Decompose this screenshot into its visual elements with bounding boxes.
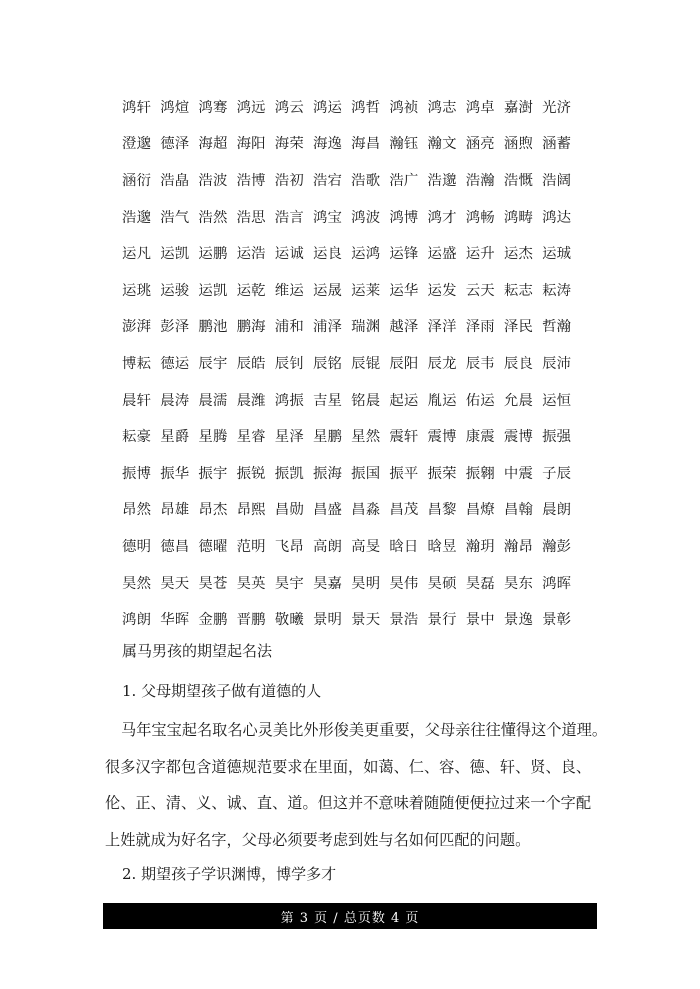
name-cell: 中震 xyxy=(503,465,534,482)
name-cell: 运盛 xyxy=(427,246,457,263)
name-cell: 晨涛 xyxy=(160,392,190,409)
name-cell: 敬曦 xyxy=(274,612,304,629)
name-cell: 高旻 xyxy=(351,538,381,555)
name-cell: 运良 xyxy=(312,246,343,263)
name-cell: 景行 xyxy=(427,612,457,629)
name-cell: 浩广 xyxy=(389,172,419,189)
name-cell: 鸿达 xyxy=(542,209,572,226)
name-cell: 昊磊 xyxy=(465,575,495,592)
name-cell: 晨潍 xyxy=(236,392,266,409)
name-cell: 浩皛 xyxy=(160,172,190,189)
section-heading: 属马男孩的期望起名法 xyxy=(122,642,273,660)
name-cell: 起运 xyxy=(389,392,419,409)
name-cell: 维运 xyxy=(274,282,304,299)
name-cell: 鸿骞 xyxy=(198,99,228,116)
name-cell: 鸿振 xyxy=(274,392,304,409)
name-row xyxy=(122,381,592,418)
paragraph-line: 马年宝宝起名取名心灵美比外形俊美更重要，父母亲往往懂得这个道理。 xyxy=(121,721,607,739)
name-cell: 晨濡 xyxy=(198,392,228,409)
subheading-2: 2. 期望孩子学识渊博，博学多才 xyxy=(122,865,337,883)
name-cell: 泽雨 xyxy=(465,319,495,336)
name-cell: 浩宕 xyxy=(312,172,343,189)
name-cell: 范明 xyxy=(236,538,266,555)
name-row xyxy=(122,527,592,564)
name-cell: 昊伟 xyxy=(389,575,419,592)
name-cell: 运凯 xyxy=(160,246,190,263)
name-cell: 浩然 xyxy=(198,209,228,226)
name-row xyxy=(122,491,592,528)
name-cell: 运凡 xyxy=(122,246,152,263)
name-cell: 振博 xyxy=(122,465,152,482)
name-cell: 星腾 xyxy=(198,429,228,446)
name-cell: 辰龙 xyxy=(427,355,457,372)
name-row xyxy=(122,344,592,381)
name-cell: 澄邈 xyxy=(122,136,152,153)
name-cell: 振平 xyxy=(389,465,419,482)
name-cell: 鸿哲 xyxy=(351,99,381,116)
name-cell: 飞昂 xyxy=(274,538,304,555)
name-cell: 震博 xyxy=(427,429,457,446)
name-cell: 振强 xyxy=(542,429,572,446)
name-cell: 鸿才 xyxy=(427,209,457,226)
name-cell: 耘豪 xyxy=(122,429,152,446)
name-cell: 振国 xyxy=(351,465,381,482)
name-cell: 鸿波 xyxy=(351,209,381,226)
name-cell: 德运 xyxy=(160,355,190,372)
name-cell: 运恒 xyxy=(542,392,572,409)
name-cell: 彭泽 xyxy=(160,319,190,336)
name-cell: 瀚彭 xyxy=(542,538,572,555)
name-cell: 振锐 xyxy=(236,465,266,482)
name-cell: 浩瀚 xyxy=(465,172,495,189)
name-row xyxy=(122,454,592,491)
name-cell: 昂杰 xyxy=(198,502,228,519)
name-cell: 景中 xyxy=(465,612,495,629)
name-cell: 涵蓄 xyxy=(542,136,572,153)
name-cell: 浦泽 xyxy=(312,319,343,336)
name-cell: 昂熙 xyxy=(236,502,266,519)
name-cell: 铭晨 xyxy=(351,392,381,409)
name-cell: 运晟 xyxy=(312,282,343,299)
name-cell: 辰皓 xyxy=(236,355,266,372)
name-cell: 景天 xyxy=(351,612,381,629)
name-cell: 昌茂 xyxy=(389,502,419,519)
name-cell: 运杰 xyxy=(503,246,534,263)
name-cell: 辰铭 xyxy=(312,355,343,372)
name-cell: 鸿轩 xyxy=(122,99,152,116)
name-cell: 晋鹏 xyxy=(236,612,266,629)
name-cell: 浩言 xyxy=(274,209,304,226)
name-cell: 运鹏 xyxy=(198,246,228,263)
name-row xyxy=(122,198,592,235)
name-cell: 鹏池 xyxy=(198,319,228,336)
name-cell: 海超 xyxy=(198,136,228,153)
name-cell: 鸿畅 xyxy=(465,209,495,226)
name-cell: 辰钊 xyxy=(274,355,304,372)
name-cell: 昌勋 xyxy=(274,502,304,519)
name-cell: 星鹏 xyxy=(312,429,343,446)
name-cell: 辰良 xyxy=(503,355,534,372)
name-cell: 运华 xyxy=(389,282,419,299)
name-cell: 浩邈 xyxy=(427,172,457,189)
paragraph xyxy=(105,712,607,858)
name-cell: 运升 xyxy=(465,246,495,263)
name-cell: 泽洋 xyxy=(427,319,457,336)
name-cell: 昊东 xyxy=(503,575,534,592)
name-cell: 运乾 xyxy=(236,282,266,299)
name-cell: 昌翰 xyxy=(503,502,534,519)
name-cell: 涵衍 xyxy=(122,172,152,189)
name-cell: 星泽 xyxy=(274,429,304,446)
name-cell: 晗日 xyxy=(389,538,419,555)
name-cell: 运珧 xyxy=(122,282,152,299)
paragraph-line: 上姓就成为好名字，父母必须要考虑到姓与名如何匹配的问题。 xyxy=(105,830,531,849)
name-cell: 昊苍 xyxy=(198,575,228,592)
name-row xyxy=(122,417,592,454)
name-cell: 振海 xyxy=(312,465,343,482)
name-row xyxy=(122,125,592,162)
name-cell: 浦和 xyxy=(274,319,304,336)
name-cell: 辰锟 xyxy=(351,355,381,372)
name-cell: 瀚昂 xyxy=(503,538,534,555)
name-cell: 运发 xyxy=(427,282,457,299)
name-cell: 允晨 xyxy=(503,392,534,409)
name-cell: 瀚钰 xyxy=(389,136,419,153)
name-cell: 鸿畴 xyxy=(503,209,534,226)
name-cell: 星睿 xyxy=(236,429,266,446)
name-row xyxy=(122,161,592,198)
name-cell: 运骏 xyxy=(160,282,190,299)
name-cell: 运鸿 xyxy=(351,246,381,263)
name-cell: 浩博 xyxy=(236,172,266,189)
name-cell: 昊宇 xyxy=(274,575,304,592)
name-cell: 浩阔 xyxy=(542,172,572,189)
name-cell: 瀚文 xyxy=(427,136,457,153)
name-cell: 泽民 xyxy=(503,319,534,336)
name-cell: 哲瀚 xyxy=(542,319,572,336)
name-cell: 嘉澍 xyxy=(503,99,534,116)
name-cell: 振宇 xyxy=(198,465,228,482)
name-cell: 运浩 xyxy=(236,246,266,263)
name-cell: 昌黎 xyxy=(427,502,457,519)
name-cell: 振荣 xyxy=(427,465,457,482)
name-cell: 振华 xyxy=(160,465,190,482)
name-cell: 昌盛 xyxy=(312,502,343,519)
name-cell: 星然 xyxy=(351,429,381,446)
page-number: 第 3 页 / 总页数 4 页 xyxy=(280,910,420,926)
name-cell: 景彰 xyxy=(542,612,572,629)
name-cell: 耘志 xyxy=(503,282,534,299)
name-cell: 子辰 xyxy=(542,465,572,482)
name-cell: 辰沛 xyxy=(542,355,572,372)
name-cell: 海逸 xyxy=(312,136,343,153)
name-cell: 云天 xyxy=(465,282,495,299)
names-grid xyxy=(122,88,592,637)
name-cell: 鸿卓 xyxy=(465,99,495,116)
name-cell: 鸿朗 xyxy=(122,612,152,629)
name-cell: 震轩 xyxy=(389,429,419,446)
name-cell: 昌燎 xyxy=(465,502,495,519)
name-cell: 浩慨 xyxy=(503,172,534,189)
name-cell: 运锋 xyxy=(389,246,419,263)
name-cell: 晨朗 xyxy=(542,502,572,519)
name-cell: 浩波 xyxy=(198,172,228,189)
name-cell: 辰韦 xyxy=(465,355,495,372)
name-cell: 德泽 xyxy=(160,136,190,153)
name-cell: 瀚玥 xyxy=(465,538,495,555)
name-cell: 昊明 xyxy=(351,575,381,592)
name-cell: 运凯 xyxy=(198,282,228,299)
name-cell: 光济 xyxy=(542,99,572,116)
name-row xyxy=(122,88,592,125)
name-cell: 胤运 xyxy=(427,392,457,409)
name-cell: 振凯 xyxy=(274,465,304,482)
name-cell: 昊天 xyxy=(160,575,190,592)
page-footer xyxy=(103,903,597,929)
name-row xyxy=(122,600,592,637)
name-cell: 景浩 xyxy=(389,612,419,629)
name-row xyxy=(122,234,592,271)
name-cell: 景明 xyxy=(312,612,343,629)
name-cell: 德明 xyxy=(122,538,152,555)
name-row xyxy=(122,308,592,345)
paragraph-line: 伦、正、清、义、诚、直、道。但这并不意味着随随便便拉过来一个字配 xyxy=(105,794,591,812)
name-cell: 涵亮 xyxy=(465,136,495,153)
name-cell: 华晖 xyxy=(160,612,190,629)
name-cell: 高朗 xyxy=(312,538,343,555)
name-cell: 鸿云 xyxy=(274,99,304,116)
subheading-1: 1. 父母期望孩子做有道德的人 xyxy=(122,682,322,700)
name-cell: 昊硕 xyxy=(427,575,457,592)
name-cell: 海昌 xyxy=(351,136,381,153)
name-cell: 金鹏 xyxy=(198,612,228,629)
name-cell: 振翱 xyxy=(465,465,495,482)
name-cell: 景逸 xyxy=(503,612,534,629)
name-cell: 德昌 xyxy=(160,538,190,555)
name-cell: 耘涛 xyxy=(542,282,572,299)
name-row xyxy=(122,271,592,308)
name-cell: 澎湃 xyxy=(122,319,152,336)
name-row xyxy=(122,564,592,601)
name-cell: 昌淼 xyxy=(351,502,381,519)
name-cell: 鸿晖 xyxy=(542,575,572,592)
name-cell: 鸿煊 xyxy=(160,99,190,116)
name-cell: 海阳 xyxy=(236,136,266,153)
name-cell: 鸿博 xyxy=(389,209,419,226)
name-cell: 瑞渊 xyxy=(351,319,381,336)
name-cell: 吉星 xyxy=(312,392,343,409)
name-cell: 德曜 xyxy=(198,538,228,555)
name-cell: 海荣 xyxy=(274,136,304,153)
name-cell: 昂雄 xyxy=(160,502,190,519)
name-cell: 晨轩 xyxy=(122,392,152,409)
name-cell: 昂然 xyxy=(122,502,152,519)
name-cell: 鸿祯 xyxy=(389,99,419,116)
name-cell: 震博 xyxy=(503,429,534,446)
name-cell: 晗昱 xyxy=(427,538,457,555)
name-cell: 康震 xyxy=(465,429,495,446)
name-cell: 佑运 xyxy=(465,392,495,409)
name-cell: 浩气 xyxy=(160,209,190,226)
name-cell: 鸿运 xyxy=(312,99,343,116)
name-cell: 浩歌 xyxy=(351,172,381,189)
name-cell: 辰阳 xyxy=(389,355,419,372)
name-cell: 浩初 xyxy=(274,172,304,189)
name-cell: 昊英 xyxy=(236,575,266,592)
name-cell: 运珹 xyxy=(542,246,572,263)
name-cell: 鸿志 xyxy=(427,99,457,116)
name-cell: 鸿宝 xyxy=(312,209,343,226)
name-cell: 星爵 xyxy=(160,429,190,446)
name-cell: 昊然 xyxy=(122,575,152,592)
paragraph-line: 很多汉字都包含道德规范要求在里面，如蔼、仁、容、德、轩、贤、良、 xyxy=(105,757,591,776)
name-cell: 鸿远 xyxy=(236,99,266,116)
name-cell: 浩邈 xyxy=(122,209,152,226)
name-cell: 浩思 xyxy=(236,209,266,226)
name-cell: 涵煦 xyxy=(503,136,534,153)
name-cell: 越泽 xyxy=(389,319,419,336)
name-cell: 昊嘉 xyxy=(312,575,343,592)
name-cell: 辰宇 xyxy=(198,355,228,372)
name-cell: 运诚 xyxy=(274,246,304,263)
name-cell: 运莱 xyxy=(351,282,381,299)
name-cell: 博耘 xyxy=(122,355,152,372)
name-cell: 鹏海 xyxy=(236,319,266,336)
